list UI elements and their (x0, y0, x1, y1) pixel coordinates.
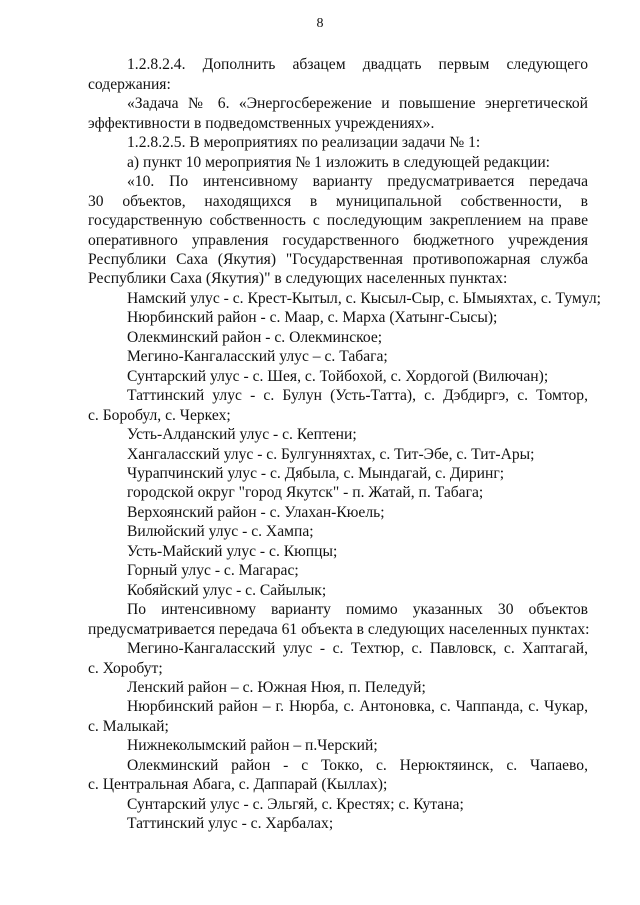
paragraph-line: предусматривается передача 61 объекта в следующих населенных пунктах: (88, 621, 590, 638)
paragraph-line: содержания: (88, 76, 171, 93)
paragraph-line: с. Боробул, с. Черкех; (88, 407, 231, 424)
paragraph-line: городской округ "город Якутск" - п. Жатай, п. Табага; (127, 484, 484, 501)
paragraph-line: «Задача № 6. «Энергосбережение и повышение энергетической (127, 95, 588, 112)
paragraph-line: с. Хоробут; (88, 660, 163, 677)
paragraph-line: Намский улус - с. Крест-Кытыл, с. Кысыл-Сыр, с. Ымыяхтах, с. Тумул; (127, 290, 601, 307)
paragraph-line: Республики Саха (Якутия)" в следующих населенных пунктах: (88, 270, 508, 287)
paragraph-line: Чурапчинский улус - с. Дябыла, с. Мындагай, с. Диринг; (127, 465, 505, 482)
paragraph-line: Ленский район – с. Южная Нюя, п. Пеледуй; (127, 679, 426, 696)
paragraph-line: с. Малыкай; (88, 718, 169, 735)
paragraph-line: Сунтарский улус - с. Эльгяй, с. Крестях; с. Кутана; (127, 796, 464, 813)
paragraph-line: Верхоянский район - с. Улахан-Кюель; (127, 504, 385, 521)
paragraph-line: Мегино-Кангаласский улус - с. Техтюр, с. Павловск, с. Хаптагай, (127, 640, 588, 657)
paragraph-line: а) пункт 10 мероприятия № 1 изложить в следующей редакции: (127, 154, 551, 171)
paragraph-line: «10. По интенсивному варианту предусматривается передача (127, 173, 588, 190)
paragraph-line: Нюрбинский район - с. Маар, с. Марха (Хатынг-Сысы); (127, 309, 498, 326)
paragraph-line: 30 объектов, находящихся в муниципальной собственности, в (88, 193, 588, 210)
paragraph-line: Таттинский улус - с. Булун (Усть-Татта), с. Дэбдиргэ, с. Томтор, (127, 387, 588, 404)
paragraph-line: Сунтарский улус - с. Шея, с. Тойбохой, с. Хордогой (Вилючан); (127, 368, 549, 385)
paragraph-line: Хангаласский улус - с. Булгунняхтах, с. Тит-Эбе, с. Тит-Ары; (127, 446, 535, 463)
paragraph-line: 1.2.8.2.4. Дополнить абзацем двадцать первым следующего (127, 56, 588, 73)
paragraph-line: Усть-Майский улус - с. Кюпцы; (127, 543, 338, 560)
paragraph-line: Мегино-Кангаласский улус – с. Табага; (127, 348, 388, 365)
paragraph-line: Нижнеколымский район – п.Черский; (127, 737, 378, 754)
page-number: 8 (316, 16, 324, 31)
paragraph-line: государственную собственность с последующим закреплением на праве (88, 212, 588, 229)
paragraph-line: с. Центральная Абага, с. Даппарай (Кыллах); (88, 776, 388, 793)
paragraph-line: Олекминский район - с Токко, с. Нерюктяинск, с. Чапаево, (127, 757, 588, 774)
paragraph-line: 1.2.8.2.5. В мероприятиях по реализации задачи № 1: (127, 134, 481, 151)
paragraph-line: Усть-Алданский улус - с. Кептени; (127, 426, 357, 443)
paragraph-line: Олекминский район - с. Олекминское; (127, 329, 383, 346)
paragraph-line: По интенсивному варианту помимо указанных 30 объектов (127, 601, 588, 618)
paragraph-line: Республики Саха (Якутия) "Государственная противопожарная служба (88, 251, 588, 268)
paragraph-line: эффективности в подведомственных учреждениях». (88, 115, 435, 132)
paragraph-line: Вилюйский улус - с. Хампа; (127, 523, 314, 540)
paragraph-line: Горный улус - с. Магарас; (127, 562, 299, 579)
paragraph-line: Кобяйский улус - с. Сайылык; (127, 582, 327, 599)
paragraph-line: Таттинский улус - с. Харбалах; (127, 815, 334, 832)
paragraph-line: оперативного управления государственного бюджетного учреждения (88, 232, 588, 249)
paragraph-line: Нюрбинский район – г. Нюрба, с. Антоновка, с. Чаппанда, с. Чукар, (127, 698, 588, 715)
